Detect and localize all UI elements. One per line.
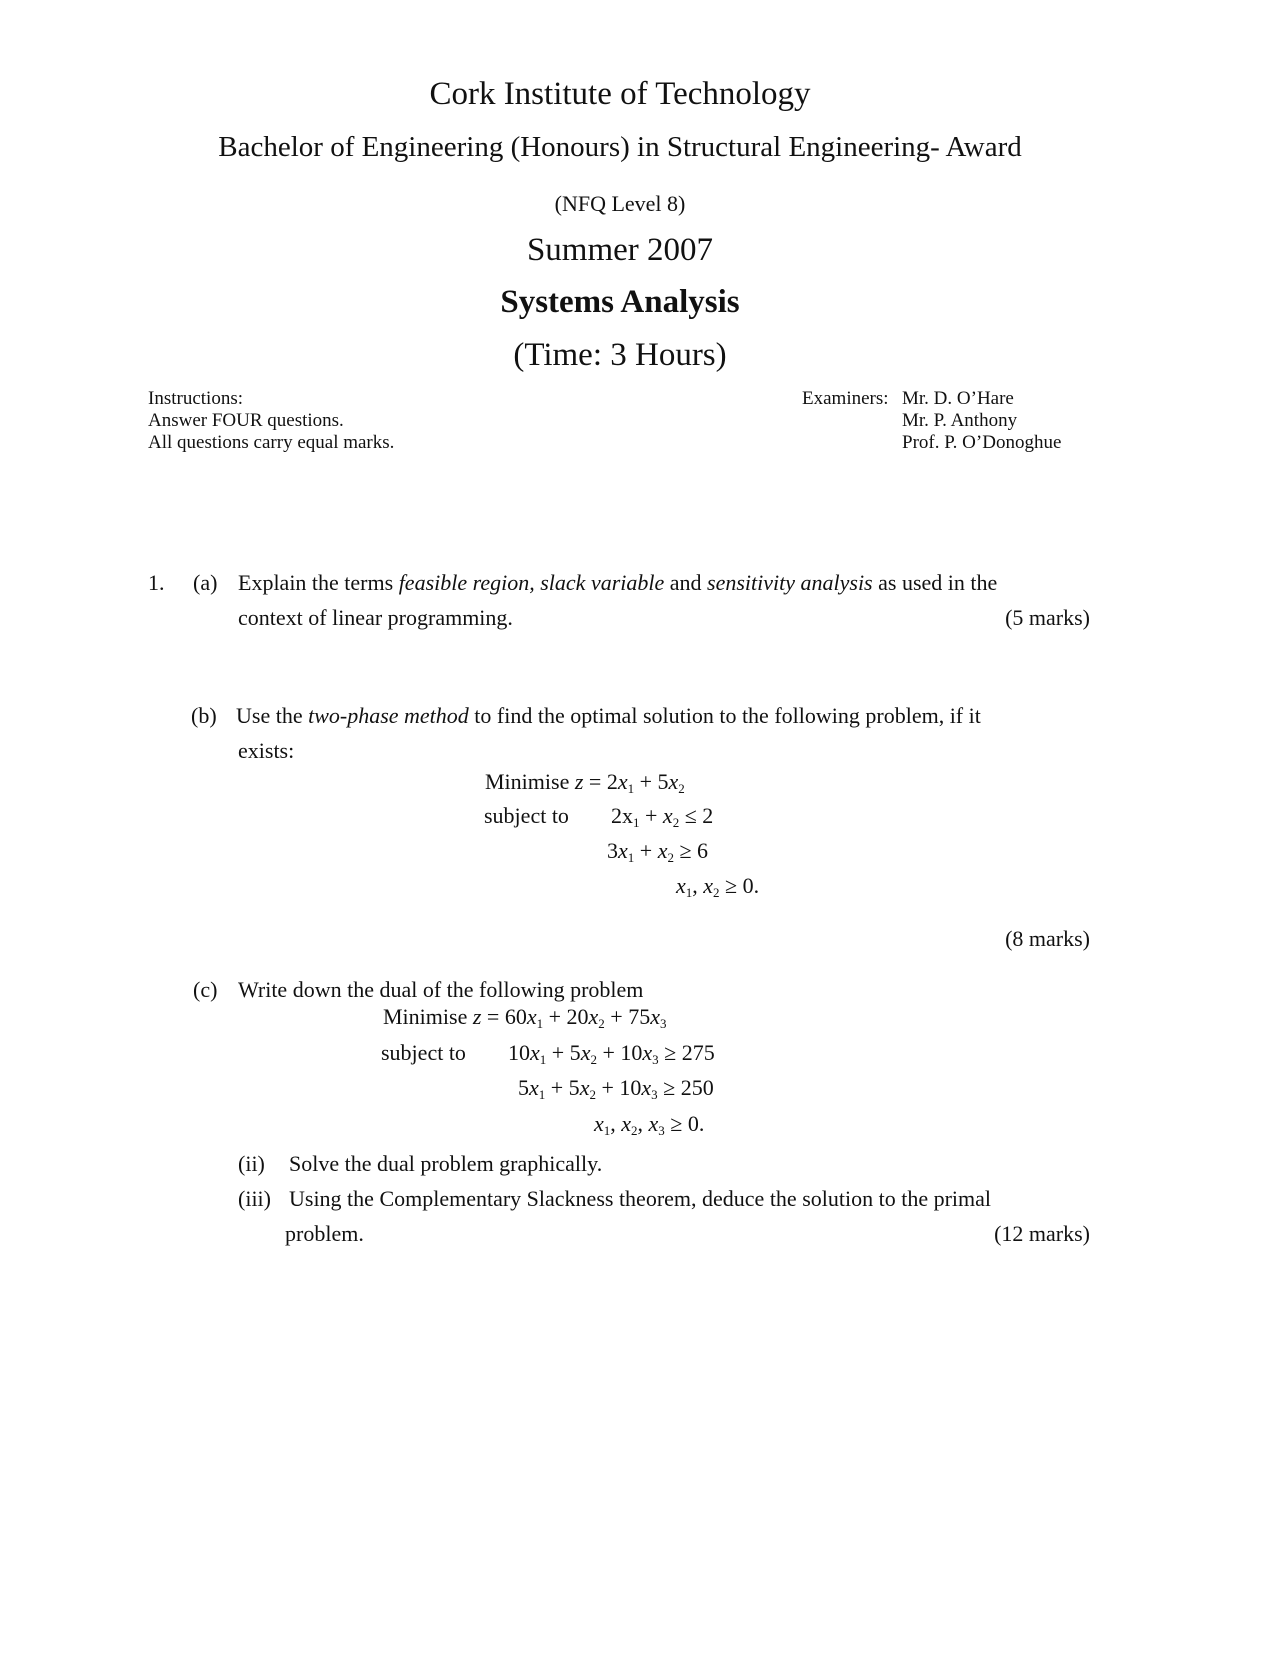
b-objective: Minimise $z = 2x_1 + 5x_2$ [485, 769, 685, 796]
instructions-line: All questions carry equal marks. [148, 432, 395, 453]
exam-session: Summer 2007 [526, 232, 714, 268]
part-c-label: (c) [193, 977, 218, 1002]
instructions-block [148, 388, 394, 454]
part-b-label: (b) [191, 703, 217, 728]
nfq-level: (NFQ Level 8) [554, 191, 686, 216]
part-b-marks: (8 marks) [1005, 926, 1090, 951]
part-b-text: Use the two-phase method to find the optimal solution to the following problem, if it [236, 703, 981, 728]
part-c-iii-label: (iii) [238, 1186, 271, 1211]
examiners-label: Examiners: [802, 388, 889, 409]
programme-title: Bachelor of Engineering (Honours) in Structural Engineering- Award [218, 131, 1022, 163]
exam-duration: (Time: 3 Hours) [513, 337, 727, 373]
instructions-line: Answer FOUR questions. [148, 410, 344, 431]
b-nonnegativity: $x_1$, $x_2 \ge 0$. [676, 873, 760, 900]
c-nonnegativity: $x_1$, $x_2$, $x_3 \ge 0$. [594, 1111, 705, 1138]
c-objective: Minimise $z = 60x_1 + 20x_2 + 75x_3$ [383, 1004, 667, 1031]
part-c-ii-label: (ii) [238, 1151, 265, 1176]
part-a-text: Explain the terms feasible region, slack variable and sensitivity analysis as used in the [238, 570, 998, 595]
c-constraint-2: $5x_1 + 5x_2 + 10x_3 \ge 250$ [518, 1075, 714, 1102]
examiner-name: Mr. P. Anthony [902, 410, 1018, 431]
part-c-marks: (12 marks) [994, 1221, 1090, 1246]
examiners-list [902, 388, 1061, 454]
b-constraint-2: $3x_1 + x_2 \ge 6$ [607, 838, 709, 865]
part-c-ii-text: Solve the dual problem graphically. [289, 1151, 603, 1176]
part-b-text-line2: exists: [238, 738, 295, 763]
part-c-iii-text-line2: problem. [285, 1221, 364, 1246]
institution-title: Cork Institute of Technology [429, 76, 811, 112]
c-constraint-1: $10x_1 + 5x_2 + 10x_3 \ge 275$ [508, 1040, 715, 1067]
b-subject-to: subject to [484, 803, 569, 828]
part-c-text: Write down the dual of the following problem [238, 977, 644, 1002]
c-subject-to: subject to [381, 1040, 466, 1065]
instructions-heading: Instructions: [148, 388, 243, 409]
part-a-marks: (5 marks) [1005, 605, 1090, 630]
examiner-name: Mr. D. O’Hare [902, 388, 1014, 409]
part-c-iii-text: Using the Complementary Slackness theorem, deduce the solution to the primal [289, 1186, 992, 1211]
b-constraint-1: $2x_1 + x_2 \le 2$ [611, 803, 714, 830]
subject-title: Systems Analysis [500, 284, 740, 320]
part-a-text-line2: context of linear programming. [238, 605, 513, 630]
question-number: 1. [148, 570, 165, 595]
part-a-label: (a) [193, 570, 218, 595]
examiner-name: Prof. P. O’Donoghue [902, 432, 1062, 453]
